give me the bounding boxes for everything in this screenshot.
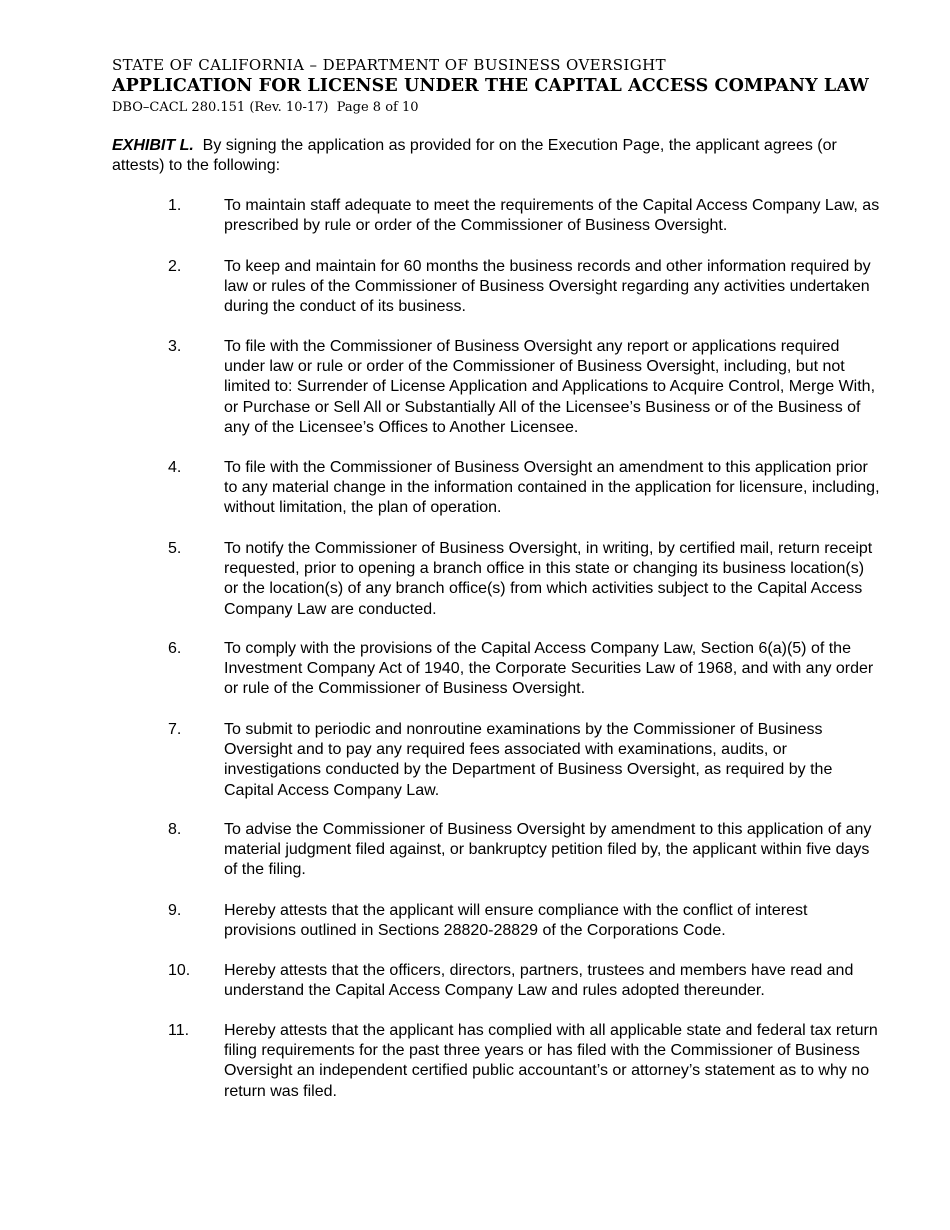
item-number: 8. <box>168 821 182 838</box>
item-text: To file with the Commissioner of Business Oversight any report or applications required under law or rule or order of the Commissioner of Business Oversight, including, but not limited to: Surrender of License Application and Applications to Acquire Control, Merge With, or Purchase or Sell All or Substantially All of the Licensee’s Business or of the Business of any of the Licensee’s Offices to Another Licensee. <box>224 338 876 436</box>
list-item <box>168 458 880 519</box>
list-item <box>168 820 880 881</box>
item-text: To keep and maintain for 60 months the business records and other information required by law or rules of the Commissioner of Business Oversight regarding any activities undertaken during the conduct of its business. <box>224 258 871 316</box>
list-item <box>168 539 880 620</box>
item-text: To comply with the provisions of the Capital Access Company Law, Section 6(a)(5) of the Investment Company Act of 1940, the Corporate Securities Law of 1968, and with any order or rule of the Commissioner of Business Oversight. <box>224 640 874 698</box>
item-text: To maintain staff adequate to meet the requirements of the Capital Access Company Law, as prescribed by rule or order of the Commissioner of Business Oversight. <box>224 197 880 235</box>
page-number: Page 8 of 10 <box>336 100 419 115</box>
item-number: 1. <box>168 197 182 214</box>
item-number: 3. <box>168 338 182 355</box>
item-number: 9. <box>168 902 182 919</box>
exhibit-intro <box>112 136 877 176</box>
exhibit-label: EXHIBIT L. <box>112 137 194 154</box>
item-number: 5. <box>168 540 182 557</box>
list-item <box>168 961 880 1001</box>
item-number: 4. <box>168 459 182 476</box>
exhibit-intro-text: By signing the application as provided for on the Execution Page, the applicant agrees (or attests) to the following: <box>112 137 837 174</box>
item-text: To submit to periodic and nonroutine examinations by the Commissioner of Business Oversight and to pay any required fees associated with examinations, audits, or investigations conducted by the Department of Business Oversight, as required by the Capital Access Company Law. <box>224 721 833 799</box>
item-text: Hereby attests that the officers, directors, partners, trustees and members have read and understand the Capital Access Company Law and rules adopted thereunder. <box>224 962 854 1000</box>
item-number: 2. <box>168 258 182 275</box>
item-text: To advise the Commissioner of Business Oversight by amendment to this application of any material judgment filed against, or bankruptcy petition filed by, the applicant within five days of the filing. <box>224 821 872 879</box>
list-item <box>168 901 880 941</box>
list-item <box>168 196 880 236</box>
list-item <box>168 720 880 801</box>
form-id-line <box>112 100 419 115</box>
item-number: 7. <box>168 721 182 738</box>
item-number: 6. <box>168 640 182 657</box>
list-item <box>168 639 880 700</box>
agency-line: STATE OF CALIFORNIA – DEPARTMENT OF BUSINESS OVERSIGHT <box>112 56 666 74</box>
item-text: To notify the Commissioner of Business Oversight, in writing, by certified mail, return receipt requested, prior to opening a branch office in this state or changing its business location(s) or the location(s) of any branch office(s) from which activities subject to the Capital Access Company Law are conducted. <box>224 540 873 618</box>
item-text: Hereby attests that the applicant has complied with all applicable state and federal tax return filing requirements for the past three years or has filed with the Commissioner of Business Oversight an independent certified public accountant’s or attorney’s statement as to why no return was filed. <box>224 1022 878 1100</box>
list-item <box>168 257 880 318</box>
item-number: 10. <box>168 962 191 979</box>
form-title: APPLICATION FOR LICENSE UNDER THE CAPITAL ACCESS COMPANY LAW <box>112 76 869 96</box>
list-item <box>168 337 880 438</box>
item-number: 11. <box>168 1022 190 1039</box>
item-text: Hereby attests that the applicant will ensure compliance with the conflict of interest provisions outlined in Sections 28820-28829 of the Corporations Code. <box>224 902 808 940</box>
list-item <box>168 1021 880 1102</box>
form-id: DBO–CACL 280.151 (Rev. 10-17) <box>112 100 329 115</box>
item-text: To file with the Commissioner of Business Oversight an amendment to this application prior to any material change in the information contained in the application for licensure, including, without limitation, the plan of operation. <box>224 459 880 517</box>
